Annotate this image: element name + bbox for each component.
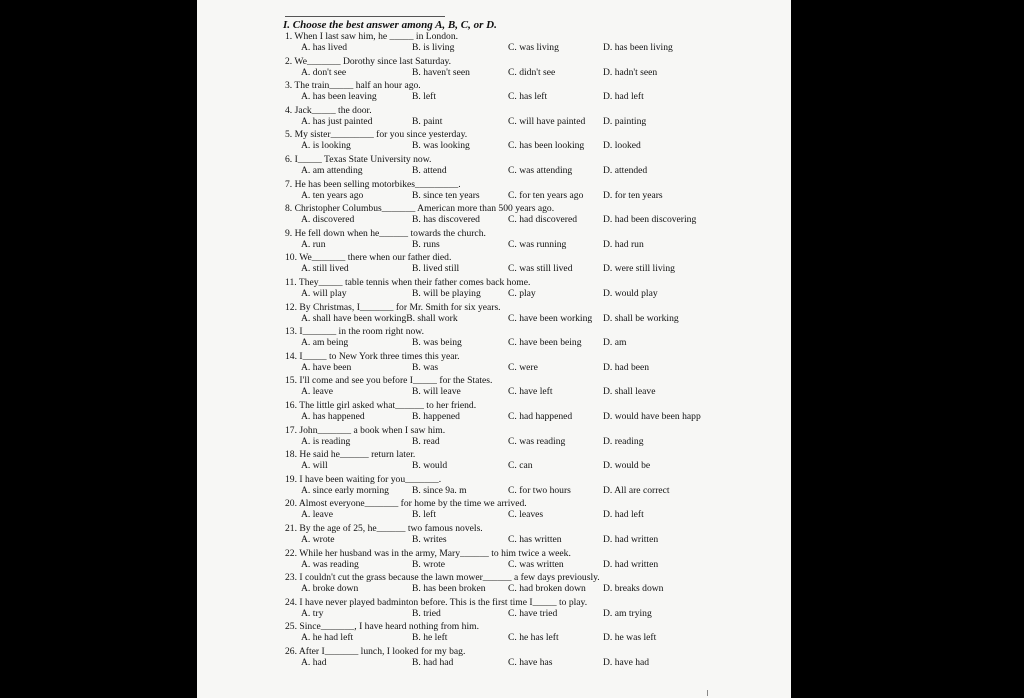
option-b: B. happened <box>412 411 460 422</box>
option-a: A. is reading <box>301 435 351 447</box>
option-a: A. have been <box>301 361 352 373</box>
option-b: B. read <box>412 435 440 447</box>
option-d: D. would be <box>603 460 651 472</box>
option-b: B. haven't seen <box>412 66 470 78</box>
option-a: A. try <box>301 607 324 619</box>
option-b: B. runs <box>412 238 440 250</box>
question-stem: 16. The little girl asked what______ to her friend. <box>285 400 477 411</box>
option-c: C. didn't see <box>508 66 556 78</box>
question-stem: 3. The train_____ half an hour ago. <box>285 80 421 92</box>
question-stem: 13. I_______ in the room right now. <box>285 326 425 338</box>
option-a: A. has just painted <box>301 115 373 127</box>
option-c: C. for two hours <box>508 484 571 496</box>
option-c: C. have been working <box>508 312 593 324</box>
option-a: A. had <box>301 657 327 668</box>
option-d: D. am <box>603 337 627 349</box>
option-c: C. can <box>508 460 533 472</box>
option-d: D. had been <box>603 361 650 373</box>
option-b: B. since 9a. m <box>412 484 467 496</box>
option-c: C. for ten years ago <box>508 189 584 201</box>
option-a: A. has happened <box>301 411 365 422</box>
option-c: C. have tried <box>508 607 558 619</box>
option-a: A. am being <box>301 337 349 349</box>
option-a: A. will play <box>301 288 347 299</box>
option-b: B. is living <box>412 42 455 53</box>
top-rule <box>285 16 445 17</box>
option-c: C. was reading <box>508 435 566 447</box>
option-c: C. had happened <box>508 411 573 422</box>
question-stem: 26. After I_______ lunch, I looked for my bag. <box>285 646 466 657</box>
option-b: B. paint <box>412 115 443 127</box>
option-a: A. shall have been workingB. shall work <box>301 312 458 324</box>
option-d: D. looked <box>603 140 641 152</box>
option-a: A. still lived <box>301 263 349 275</box>
option-c: C. has been looking <box>508 140 585 152</box>
exercise-heading: I. Choose the best answer among A, B, C, or D. <box>283 19 497 31</box>
option-d: D. All are correct <box>603 484 670 496</box>
option-b: B. left <box>412 91 436 103</box>
option-d: D. had left <box>603 91 644 103</box>
question-stem: 20. Almost everyone_______ for home by the time we arrived. <box>285 498 527 510</box>
option-b: B. tried <box>412 607 441 619</box>
option-b: B. left <box>412 509 436 521</box>
question-stem: 11. They_____ table tennis when their father comes back home. <box>285 277 531 288</box>
option-d: D. am trying <box>603 607 652 619</box>
option-d: D. had run <box>603 238 644 250</box>
option-c: C. were <box>508 361 538 373</box>
option-c: C. he has left <box>508 632 559 644</box>
option-b: B. was being <box>412 337 462 349</box>
option-c: C. have has <box>508 657 553 668</box>
right-background <box>791 0 1024 698</box>
option-a: A. is looking <box>301 140 351 152</box>
option-a: A. since early morning <box>301 484 389 496</box>
option-a: A. run <box>301 238 326 250</box>
option-c: C. was running <box>508 238 567 250</box>
option-d: D. had been discovering <box>603 214 697 226</box>
question-stem: 5. My sister_________ for you since yesterday. <box>285 129 468 141</box>
option-d: D. would have been happ <box>603 411 701 422</box>
option-c: C. had discovered <box>508 214 578 226</box>
option-d: D. has been living <box>603 42 673 53</box>
option-d: D. reading <box>603 435 644 447</box>
question-stem: 10. We_______ there when our father died. <box>285 252 452 264</box>
option-b: B. has been broken <box>412 583 486 595</box>
question-stem: 25. Since_______, I have heard nothing from him. <box>285 621 479 633</box>
question-stem: 7. He has been selling motorbikes_________. <box>285 178 461 190</box>
option-a: A. has lived <box>301 42 348 53</box>
option-a: A. don't see <box>301 66 347 78</box>
question-stem: 4. Jack_____ the door. <box>285 104 372 116</box>
option-a: A. has been leaving <box>301 91 377 103</box>
option-b: B. was <box>412 361 439 373</box>
option-a: A. will <box>301 460 328 472</box>
option-c: C. will have painted <box>508 115 586 127</box>
option-a: A. discovered <box>301 214 355 226</box>
option-d: D. would play <box>603 288 658 299</box>
question-stem: 8. Christopher Columbus_______ American more than 500 years ago. <box>285 203 555 215</box>
option-d: D. were still living <box>603 263 675 275</box>
option-a: A. he had left <box>301 632 354 644</box>
option-c: C. have been being <box>508 337 582 349</box>
question-stem: 15. I'll come and see you before I_____ for the States. <box>285 375 493 387</box>
option-d: D. for ten years <box>603 189 663 201</box>
option-c: C. has written <box>508 534 562 545</box>
option-b: B. lived still <box>412 263 460 275</box>
option-c: C. play <box>508 288 536 299</box>
option-d: D. had left <box>603 509 644 521</box>
option-c: C. has left <box>508 91 548 103</box>
option-c: C. was written <box>508 558 564 570</box>
option-a: A. was reading <box>301 558 359 570</box>
question-stem: 19. I have been waiting for you_______. <box>285 473 442 485</box>
option-d: D. shall be working <box>603 312 679 324</box>
option-b: B. would <box>412 460 448 472</box>
question-stem: 21. By the age of 25, he______ two famous novels. <box>285 523 483 534</box>
option-d: D. painting <box>603 115 647 127</box>
question-stem: 17. John_______ a book when I saw him. <box>285 424 446 436</box>
option-b: B. wrote <box>412 558 446 570</box>
option-b: B. will leave <box>412 386 461 398</box>
option-d: D. had written <box>603 558 659 570</box>
option-a: A. wrote <box>301 534 335 545</box>
option-d: D. he was left <box>603 632 657 644</box>
option-c: C. leaves <box>508 509 544 521</box>
option-c: C. was living <box>508 42 559 53</box>
question-stem: 23. I couldn't cut the grass because the lawn mower______ a few days previously. <box>285 572 600 584</box>
option-b: B. will be playing <box>412 288 481 299</box>
option-a: A. leave <box>301 509 333 521</box>
question-stem: 6. I_____ Texas State University now. <box>285 154 432 165</box>
option-c: C. was attending <box>508 165 573 176</box>
question-stem: 22. While her husband was in the army, Mary______ to him twice a week. <box>285 547 571 559</box>
question-stem: 9. He fell down when he______ towards the church. <box>285 227 486 239</box>
option-c: C. had broken down <box>508 583 586 595</box>
option-a: A. broke down <box>301 583 359 595</box>
option-b: B. writes <box>412 534 447 545</box>
worksheet-page <box>197 0 791 698</box>
page-mark <box>707 690 708 696</box>
option-b: B. since ten years <box>412 189 480 201</box>
question-stem: 24. I have never played badminton before. This is the first time I_____ to play. <box>285 596 588 608</box>
option-b: B. has discovered <box>412 214 480 226</box>
question-stem: 2. We_______ Dorothy since last Saturday. <box>285 55 452 67</box>
option-d: D. have had <box>603 657 650 668</box>
option-a: A. ten years ago <box>301 189 364 201</box>
option-c: C. was still lived <box>508 263 573 275</box>
option-c: C. have left <box>508 386 553 398</box>
option-b: B. attend <box>412 165 447 176</box>
question-stem: 12. By Christmas, I_______ for Mr. Smith for six years. <box>285 301 501 313</box>
option-a: A. am attending <box>301 165 363 176</box>
question-stem: 18. He said he______ return later. <box>285 449 416 461</box>
option-a: A. leave <box>301 386 333 398</box>
option-d: D. attended <box>603 165 648 176</box>
question-stem: 14. I_____ to New York three times this year. <box>285 350 460 362</box>
left-background <box>0 0 197 698</box>
option-b: B. was looking <box>412 140 470 152</box>
option-d: D. had written <box>603 534 659 545</box>
question-stem: 1. When I last saw him, he _____ in London. <box>285 31 459 42</box>
option-d: D. hadn't seen <box>603 66 658 78</box>
option-b: B. had had <box>412 657 454 668</box>
option-b: B. he left <box>412 632 448 644</box>
option-d: D. breaks down <box>603 583 664 595</box>
option-d: D. shall leave <box>603 386 656 398</box>
